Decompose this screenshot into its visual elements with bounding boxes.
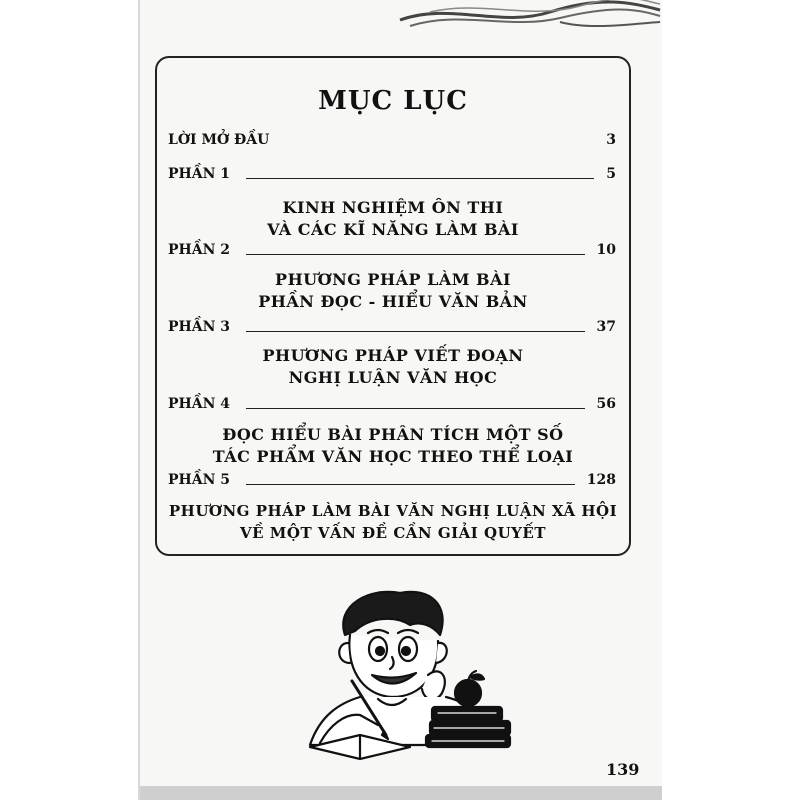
heading-line: PHƯƠNG PHÁP LÀM BÀI VĂN NGHỊ LUẬN XÃ HỘI	[168, 502, 618, 520]
heading-line: TÁC PHẨM VĂN HỌC THEO THỂ LOẠI	[212, 447, 574, 466]
toc-row-label: PHẦN 5	[168, 472, 231, 488]
toc-part-3-heading	[155, 345, 631, 389]
page-bottom-edge	[140, 786, 662, 800]
heading-line: PHẦN ĐỌC - HIỂU VĂN BẢN	[258, 292, 528, 311]
toc-row-label: PHẦN 1	[168, 166, 231, 182]
toc-leader	[246, 178, 594, 179]
toc-row-label: LỜI MỞ ĐẦU	[168, 132, 270, 148]
toc-row-part-5[interactable]	[168, 468, 616, 488]
heading-line: ĐỌC HIỂU BÀI PHÂN TÍCH MỘT SỐ	[222, 425, 564, 444]
toc-row-page: 5	[606, 166, 616, 182]
page-number: 139	[606, 760, 640, 779]
toc-row-page: 37	[596, 319, 616, 335]
toc-row-label: PHẦN 2	[168, 242, 231, 258]
toc-leader	[246, 408, 584, 409]
toc-leader	[246, 331, 584, 332]
toc-part-5-heading	[155, 500, 631, 544]
toc-part-1-heading	[155, 197, 631, 241]
toc-row-label: PHẦN 4	[168, 396, 231, 412]
decorative-swirl-icon	[390, 0, 662, 30]
heading-line: VỀ MỘT VẤN ĐỀ CẦN GIẢI QUYẾT	[240, 524, 546, 542]
toc-leader	[246, 484, 575, 485]
toc-row-intro[interactable]	[168, 128, 616, 148]
toc-row-page: 3	[606, 132, 616, 148]
toc-row-page: 128	[586, 472, 616, 488]
toc-row-part-1[interactable]	[168, 162, 616, 182]
toc-part-4-heading	[155, 424, 631, 468]
toc-row-part-3[interactable]	[168, 315, 616, 335]
heading-line: PHƯƠNG PHÁP LÀM BÀI	[275, 270, 511, 289]
heading-line: KINH NGHIỆM ÔN THI	[282, 198, 504, 217]
toc-part-2-heading	[155, 269, 631, 313]
toc-row-page: 10	[596, 242, 616, 258]
toc-row-part-2[interactable]	[168, 238, 616, 258]
heading-line: PHƯƠNG PHÁP VIẾT ĐOẠN	[262, 346, 524, 365]
toc-row-page: 56	[596, 396, 616, 412]
heading-line: VÀ CÁC KĨ NĂNG LÀM BÀI	[267, 220, 519, 239]
heading-line: NGHỊ LUẬN VĂN HỌC	[288, 368, 498, 387]
toc-row-label: PHẦN 3	[168, 319, 231, 335]
toc-row-part-4[interactable]	[168, 392, 616, 412]
boy-reading-illustration-icon	[300, 585, 540, 760]
toc-leader	[246, 254, 584, 255]
toc-title: MỤC LỤC	[318, 86, 468, 116]
